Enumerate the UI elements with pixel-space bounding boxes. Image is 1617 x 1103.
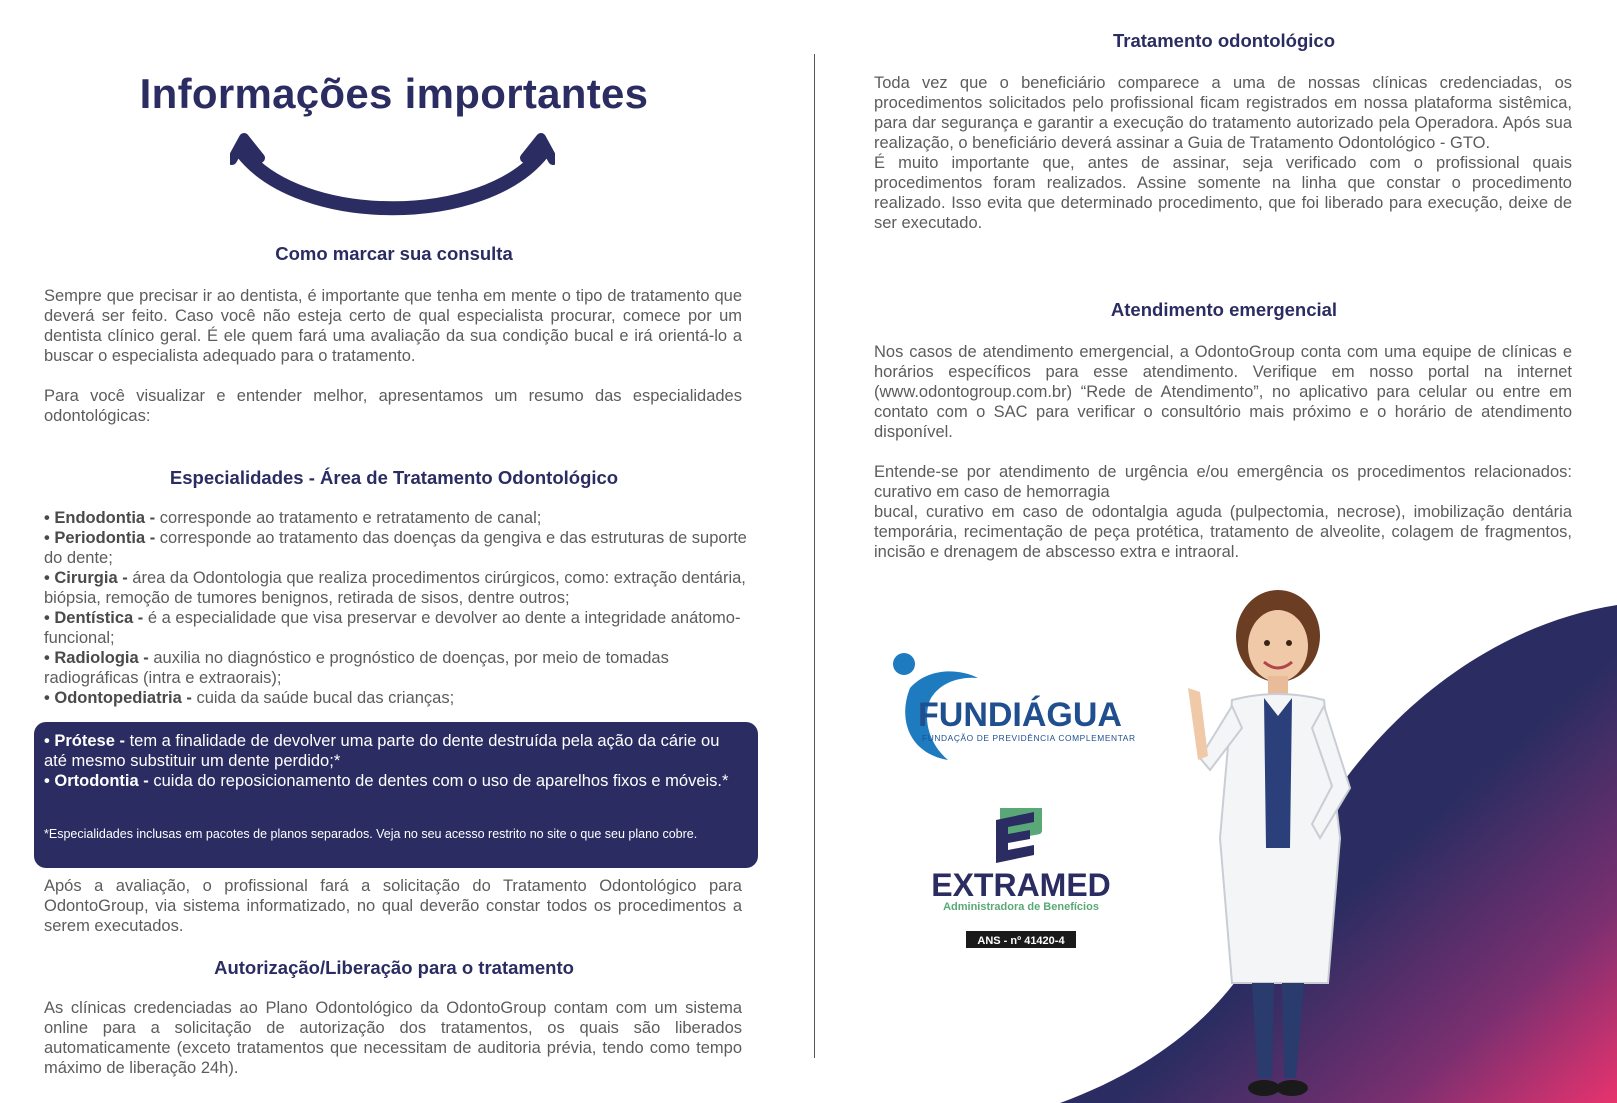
specialty-name: • Cirurgia - [44,569,128,587]
list-item [44,688,754,708]
extramed-name: EXTRAMED [931,867,1111,903]
specialty-name: • Odontopediatria - [44,689,192,707]
paragraph-como-marcar-1: Sempre que precisar ir ao dentista, é importante que tenha em mente o tipo de tratamento que deverá ser feito. Caso você não esteja certo de qual especialista procurar, comece por um dentista clínico geral. É ele quem fará uma avaliação da sua condição bucal e irá orientá-lo a buscar o especialista adequado para o tratamento. [44,287,742,365]
list-item [44,771,744,791]
specialty-text: é a especialidade que visa preservar e devolver ao dente a integridade anátomo-funcional; [44,609,741,647]
specialty-name: • Endodontia - [44,509,156,527]
fundiagua-name: FUNDIÁGUA [918,696,1122,734]
heading-como-marcar: Como marcar sua consulta [275,243,513,264]
list-item [44,508,754,528]
highlight-box [34,722,758,868]
footnote: *Especialidades inclusas em pacotes de planos separados. Veja no seu acesso restrito no site o que seu plano cobre. [44,827,698,841]
specialty-text: tem a finalidade de devolver uma parte do dente destruída pela ação da cárie ou até mesmo substituir um dente perdido;* [44,732,720,770]
heading-autorizacao: Autorização/Liberação para o tratamento [214,957,574,978]
specialty-text: cuida do reposicionamento de dentes com o uso de aparelhos fixos e móveis.* [148,772,729,790]
list-item [44,608,754,648]
specialty-name: • Periodontia - [44,529,156,547]
paragraph-apos-avaliacao: Após a avaliação, o profissional fará a solicitação do Tratamento Odontológico para OdontoGroup, via sistema informatizado, no qual deverão constar todos os procedimentos a serem executados. [44,877,742,935]
paragraph-como-marcar-2: Para você visualizar e entender melhor, apresentamos um resumo das especialidades odontológicas: [44,387,742,425]
paragraph-tratamento-2: É muito importante que, antes de assinar, seja verificado com o profissional quais procedimentos foram realizados. Assine somente na linha que constar o procedimento realizado. Isso evita que determinado procedimento, que foi liberado para execução, deixe de ser executado. [874,154,1572,232]
specialty-name: • Prótese - [44,732,125,750]
specialty-text: cuida da saúde bucal das crianças; [191,689,455,707]
paragraph-emergencial-2: Entende-se por atendimento de urgência e/ou emergência os procedimentos relacionados: curativo em caso de hemorragia [874,463,1572,501]
specialty-name: • Radiologia - [44,649,149,667]
list-item [44,648,754,688]
paragraph-emergencial-1: Nos casos de atendimento emergencial, a OdontoGroup conta com uma equipe de clínicas e horários específicos para esse atendimento. Verifique em nosso portal na internet (www.odontogroup.com.br) “Rede de Atendimento”, no aplicativo para celular ou entre em contato com o SAC para verificar o consultório mais próximo e o horário de atendimento disponível. [874,343,1572,441]
heading-emergencial: Atendimento emergencial [1110,299,1338,320]
extramed-subtitle: Administradora de Benefícios [943,901,1099,913]
specialty-text: corresponde ao tratamento e retratamento de canal; [155,509,542,527]
specialty-text: área da Odontologia que realiza procedimentos cirúrgicos, como: extração dentária, biópsia, remoção de tumores benignos, retirada de sisos, dentre outros; [44,569,746,607]
paragraph-autorizacao: As clínicas credenciadas ao Plano Odontológico da OdontoGroup contam com um sistema online para a solicitação de autorização dos tratamentos, os quais são liberados automaticamente (exceto tratamentos que necessitam de auditoria prévia, tendo como tempo máximo de liberação 24h). [44,999,742,1077]
heading-especialidades: Especialidades - Área de Tratamento Odontológico [169,467,619,488]
highlight-list [44,731,744,791]
specialty-text: auxilia no diagnóstico e prognóstico de doenças, por meio de tomadas radiográficas (intra e extraorais); [44,649,669,687]
fundiagua-subtitle: FUNDAÇÃO DE PREVIDÊNCIA COMPLEMENTAR [922,733,1136,743]
specialty-name: • Ortodontia - [44,772,149,790]
list-item [44,731,744,771]
paragraph-emergencial-3: bucal, curativo em caso de odontalgia aguda (pulpectomia, necrose), imobilização dentária temporária, recimentação de peça protética, tratamento de alveolite, colagem de fragmentos, incisão e drenagem de abscesso extra e intraoral. [874,503,1572,561]
list-item [44,568,754,608]
dentist-illustration [1180,588,1390,1103]
paragraph-como-marcar [44,286,742,426]
paragraph-emergencial [874,342,1572,562]
specialties-list [44,508,754,708]
fundiagua-logo [888,648,1148,768]
extramed-logo [916,808,1126,948]
specialty-name: • Dentística - [44,609,144,627]
smile-icon [230,132,555,227]
page-title: Informações importantes [139,70,649,117]
specialty-text: corresponde ao tratamento das doenças da gengiva e das estruturas de suporte do dente; [44,529,747,567]
column-divider [814,54,815,1058]
list-item [44,528,754,568]
extramed-ans: ANS - nº 41420-4 [977,935,1065,947]
paragraph-tratamento-1: Toda vez que o beneficiário comparece a uma de nossas clínicas credenciadas, os procedimentos solicitados pelo profissional ficam registrados em nossa plataforma sistêmica, para dar segurança e garantir a execução do tratamento autorizado pela Operadora. Após sua realização, o beneficiário deverá assinar a Guia de Tratamento Odontológico - GTO. [874,74,1572,152]
heading-tratamento: Tratamento odontológico [1113,30,1335,51]
paragraph-tratamento [874,73,1572,233]
